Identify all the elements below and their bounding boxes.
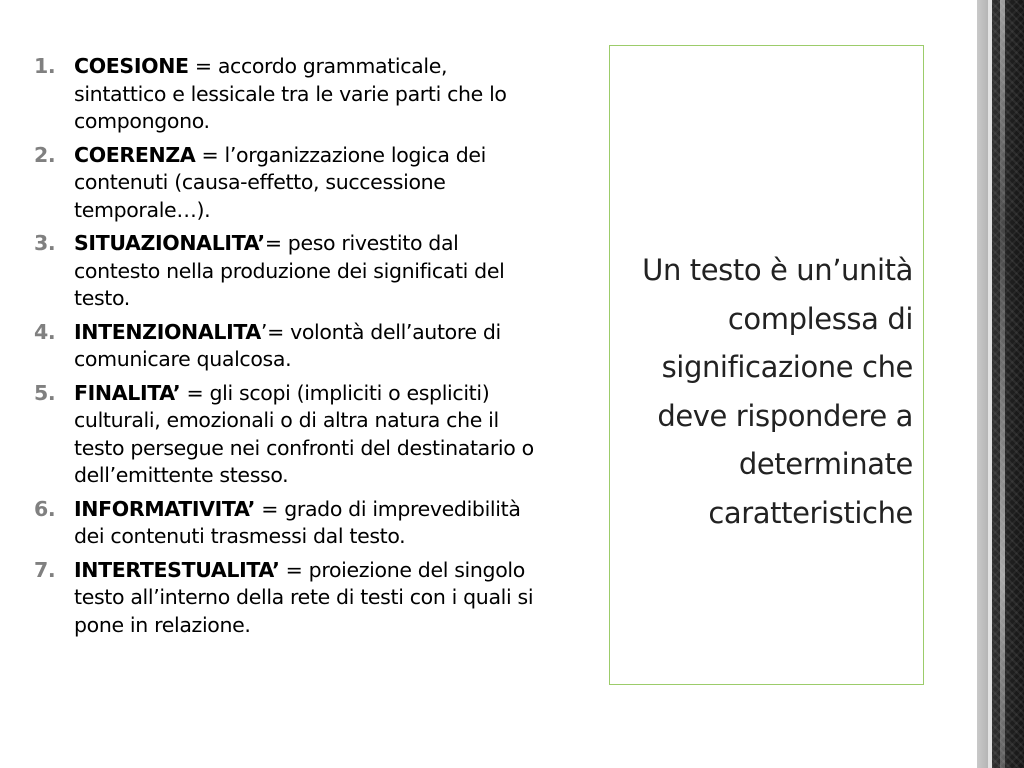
list-definition: = proiezione del singolo testo all’interno della rete di testi con i quali si pone in relazione. (74, 557, 534, 637)
list-item (34, 230, 534, 313)
list-item (34, 380, 534, 490)
list-item (34, 496, 534, 551)
list-number: 1. (34, 54, 56, 78)
list-term: INTERTESTUALITA’ (74, 557, 280, 582)
list-term: SITUAZIONALITA’ (74, 231, 265, 255)
list-definition: = grado di imprevedibilità dei contenuti trasmessi dal testo. (74, 496, 521, 548)
list-item (34, 142, 534, 225)
list-number: 3. (34, 231, 56, 255)
list-term: COESIONE (74, 54, 189, 78)
list-number: 2. (34, 142, 56, 167)
frame-text: Un testo è un’unità complessa di significazione che deve rispondere a determinate caratteristiche (642, 253, 913, 530)
list-definition: = l’organizzazione logica dei contenuti (causa-effetto, successione temporale…). (74, 142, 486, 222)
list-term: INFORMATIVITA’ (74, 496, 256, 521)
text-frame (609, 45, 924, 685)
list-definition: = gli scopi (impliciti o espliciti) culturali, emozionali o di altra natura che il testo persegue nei confronti del destinatario o dell’emittente stesso. (74, 380, 534, 487)
list-item (34, 557, 534, 640)
list-term: COERENZA (74, 142, 196, 167)
list-definition: ’= volontà dell’autore di comunicare qualcosa. (74, 319, 501, 371)
list-number: 7. (34, 557, 56, 582)
list-item (34, 53, 534, 136)
list-definition: = peso rivestito dal contesto nella produzione dei significati del testo. (74, 231, 505, 310)
definition-list (34, 53, 534, 645)
list-number: 4. (34, 319, 56, 344)
list-number: 5. (34, 380, 56, 405)
edge-border-highlight (1000, 0, 1005, 768)
list-definition: = accordo grammaticale, sintattico e lessicale tra le varie parti che lo compongono. (74, 54, 507, 133)
list-term: INTENZIONALITA (74, 319, 261, 344)
list-term: FINALITA’ (74, 380, 181, 405)
list-number: 6. (34, 496, 56, 521)
edge-border-dark (992, 0, 1024, 768)
list-item (34, 319, 534, 374)
